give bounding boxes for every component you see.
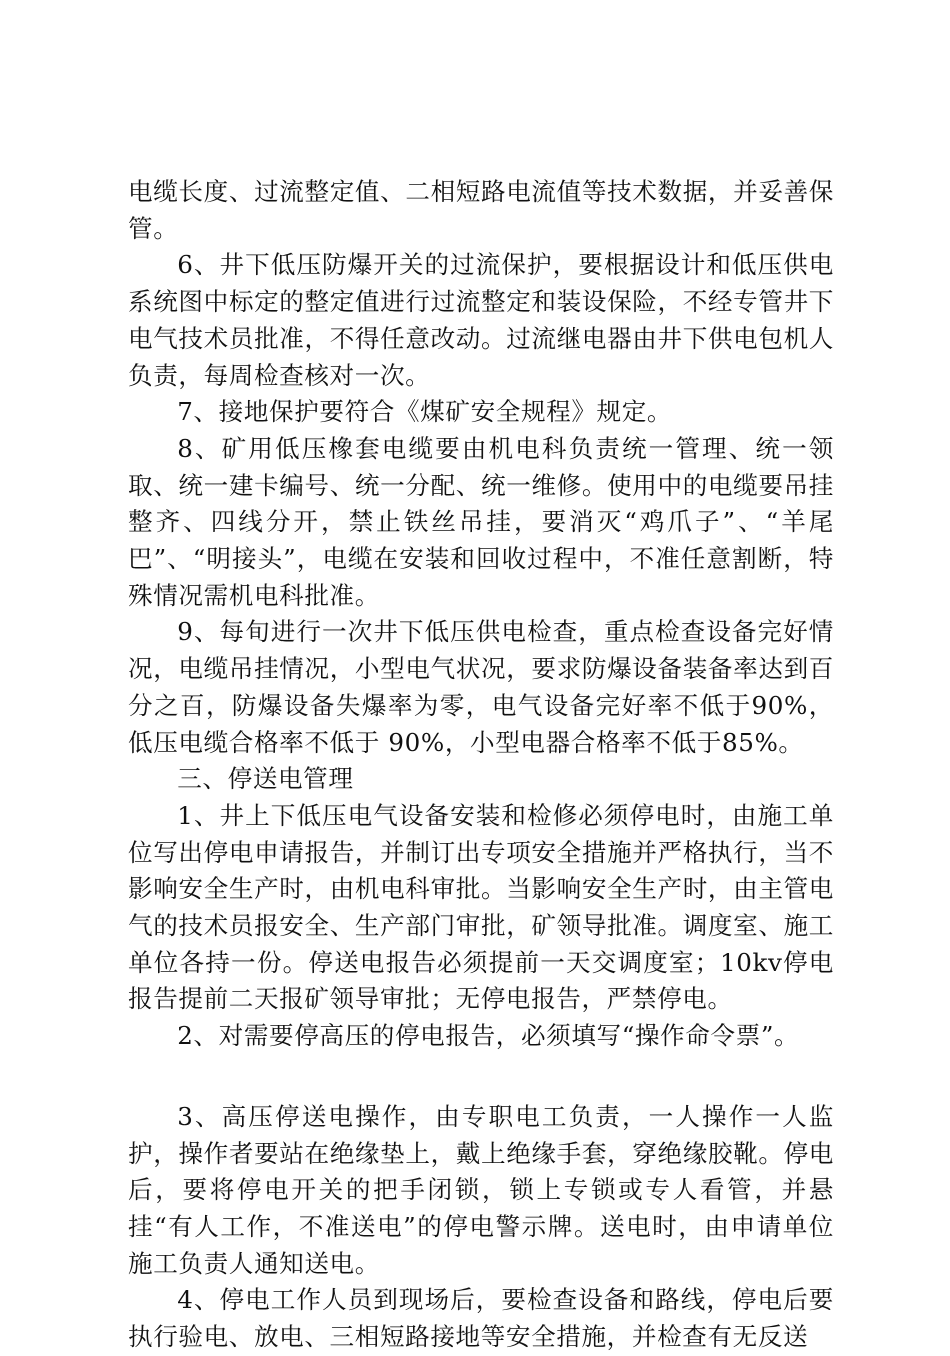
paragraph-item-7: 7、接地保护要符合《煤矿安全规程》规定。 [177,397,673,427]
section-heading: 三、停送电管理 [177,764,354,794]
paragraph-item-6: 6、井下低压防爆开关的过流保护，要根据设计和低压供电系统图中标定的整定值进行过流整定和装设保险，不经专管井下电气技术员批准，不得任意改动。过流继电器由井下供电包机人负责，每周检查核对一次。 [128,250,834,390]
paragraph-item-2: 2、对需要停高压的停电报告，必须填写“操作命令票”。 [177,1021,800,1051]
paragraph-item-8: 8、矿用低压橡套电缆要由机电科负责统一管理、统一领取、统一建卡编号、统一分配、统一维修。使用中的电缆要吊挂整齐、四线分开，禁止铁丝吊挂，要消灭“鸡爪子”、“羊尾巴”、“明接头”，电缆在安装和回收过程中，不准任意割断，特殊情况需机电科批准。 [128,433,834,610]
document-body [128,174,834,1356]
paragraph-item-9: 9、每旬进行一次井下低压供电检查，重点检查设备完好情况，电缆吊挂情况，小型电气状况，要求防爆设备装备率达到百分之百，防爆设备失爆率为零，电气设备完好率不低于90%，低压电缆合格率不低于 90%，小型电器合格率不低于85%。 [128,617,834,757]
paragraph-item-1: 1、井上下低压电气设备安装和检修必须停电时，由施工单位写出停电申请报告，并制订出专项安全措施并严格执行，当不影响安全生产时，由机电科审批。当影响安全生产时，由主管电气的技术员报安全、生产部门审批，矿领导批准。调度室、施工单位各持一份。停送电报告必须提前一天交调度室；10kv停电报告提前二天报矿领导审批；无停电报告，严禁停电。 [128,800,834,1014]
paragraph-continuation: 电缆长度、过流整定值、二相短路电流值等技术数据，并妥善保管。 [128,177,834,243]
paragraph-item-3: 3、高压停送电操作，由专职电工负责，一人操作一人监护，操作者要站在绝缘垫上，戴上绝缘手套，穿绝缘胶靴。停电后，要将停电开关的把手闭锁，锁上专锁或专人看管，并悬挂“有人工作，不准送电”的停电警示牌。送电时，由申请单位施工负责人通知送电。 [128,1101,834,1278]
paragraph-item-4: 4、停电工作人员到现场后，要检查设备和路线，停电后要执行验电、放电、三相短路接地等安全措施，并检查有无反送 [128,1285,834,1352]
